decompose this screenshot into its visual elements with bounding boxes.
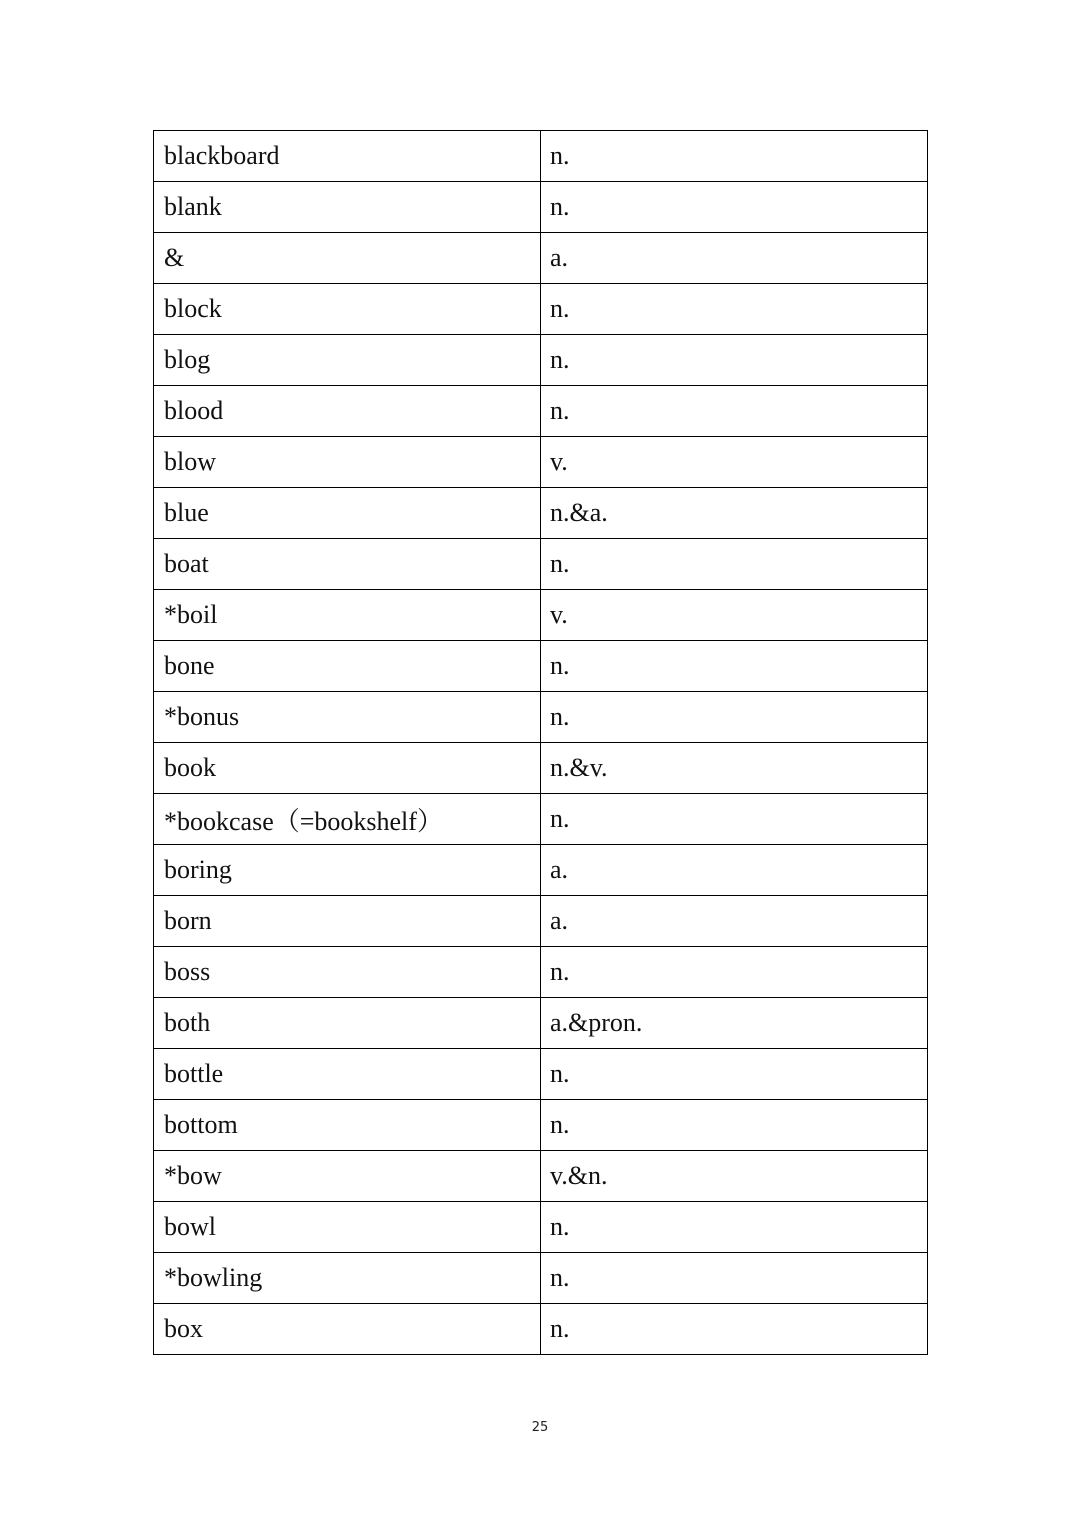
vocab-word: *bowling bbox=[154, 1253, 541, 1304]
page-number: 25 bbox=[531, 1420, 549, 1435]
table-row bbox=[154, 1151, 928, 1202]
vocab-word: blood bbox=[154, 386, 541, 437]
table-row bbox=[154, 641, 928, 692]
table-row bbox=[154, 488, 928, 539]
part-of-speech: n.&a. bbox=[541, 488, 928, 539]
part-of-speech: n. bbox=[541, 1202, 928, 1253]
vocab-word: born bbox=[154, 896, 541, 947]
table-row bbox=[154, 233, 928, 284]
vocab-word: block bbox=[154, 284, 541, 335]
part-of-speech: n. bbox=[541, 1253, 928, 1304]
vocab-word: boring bbox=[154, 845, 541, 896]
part-of-speech: n. bbox=[541, 335, 928, 386]
table-row bbox=[154, 335, 928, 386]
part-of-speech: n. bbox=[541, 1049, 928, 1100]
vocab-word: box bbox=[154, 1304, 541, 1355]
part-of-speech: n. bbox=[541, 947, 928, 998]
vocab-word: *boil bbox=[154, 590, 541, 641]
table-row bbox=[154, 131, 928, 182]
vocab-word: *bookcase（=bookshelf） bbox=[154, 794, 541, 845]
vocab-word: boat bbox=[154, 539, 541, 590]
vocabulary-table bbox=[153, 130, 928, 1355]
part-of-speech: n. bbox=[541, 692, 928, 743]
part-of-speech: v.&n. bbox=[541, 1151, 928, 1202]
table-row bbox=[154, 1100, 928, 1151]
vocab-word: blog bbox=[154, 335, 541, 386]
vocab-word: bottle bbox=[154, 1049, 541, 1100]
vocab-word: blow bbox=[154, 437, 541, 488]
part-of-speech: v. bbox=[541, 437, 928, 488]
table-row bbox=[154, 692, 928, 743]
table-row bbox=[154, 947, 928, 998]
table-row bbox=[154, 182, 928, 233]
part-of-speech: a.&pron. bbox=[541, 998, 928, 1049]
table-row bbox=[154, 998, 928, 1049]
table-row bbox=[154, 743, 928, 794]
vocab-word: & bbox=[154, 233, 541, 284]
part-of-speech: n. bbox=[541, 386, 928, 437]
table-row bbox=[154, 386, 928, 437]
vocab-word: bottom bbox=[154, 1100, 541, 1151]
vocab-word: blue bbox=[154, 488, 541, 539]
part-of-speech: a. bbox=[541, 896, 928, 947]
part-of-speech: n. bbox=[541, 1304, 928, 1355]
part-of-speech: n. bbox=[541, 1100, 928, 1151]
part-of-speech: n. bbox=[541, 539, 928, 590]
part-of-speech: n. bbox=[541, 131, 928, 182]
vocab-word: bone bbox=[154, 641, 541, 692]
vocab-word: blackboard bbox=[154, 131, 541, 182]
table-row bbox=[154, 794, 928, 845]
table-row bbox=[154, 896, 928, 947]
vocab-word: both bbox=[154, 998, 541, 1049]
table-row bbox=[154, 1202, 928, 1253]
part-of-speech: n. bbox=[541, 284, 928, 335]
table-row bbox=[154, 590, 928, 641]
vocab-word: blank bbox=[154, 182, 541, 233]
table-row bbox=[154, 1049, 928, 1100]
table-row bbox=[154, 539, 928, 590]
vocab-word: bowl bbox=[154, 1202, 541, 1253]
vocab-word: boss bbox=[154, 947, 541, 998]
part-of-speech: a. bbox=[541, 845, 928, 896]
table-row bbox=[154, 1253, 928, 1304]
part-of-speech: v. bbox=[541, 590, 928, 641]
table-row bbox=[154, 284, 928, 335]
table-row bbox=[154, 845, 928, 896]
part-of-speech: a. bbox=[541, 233, 928, 284]
vocab-word: book bbox=[154, 743, 541, 794]
part-of-speech: n.&v. bbox=[541, 743, 928, 794]
table-row bbox=[154, 437, 928, 488]
part-of-speech: n. bbox=[541, 794, 928, 845]
part-of-speech: n. bbox=[541, 641, 928, 692]
vocab-word: *bow bbox=[154, 1151, 541, 1202]
part-of-speech: n. bbox=[541, 182, 928, 233]
vocab-word: *bonus bbox=[154, 692, 541, 743]
table-row bbox=[154, 1304, 928, 1355]
vocabulary-table-body bbox=[154, 131, 928, 1355]
